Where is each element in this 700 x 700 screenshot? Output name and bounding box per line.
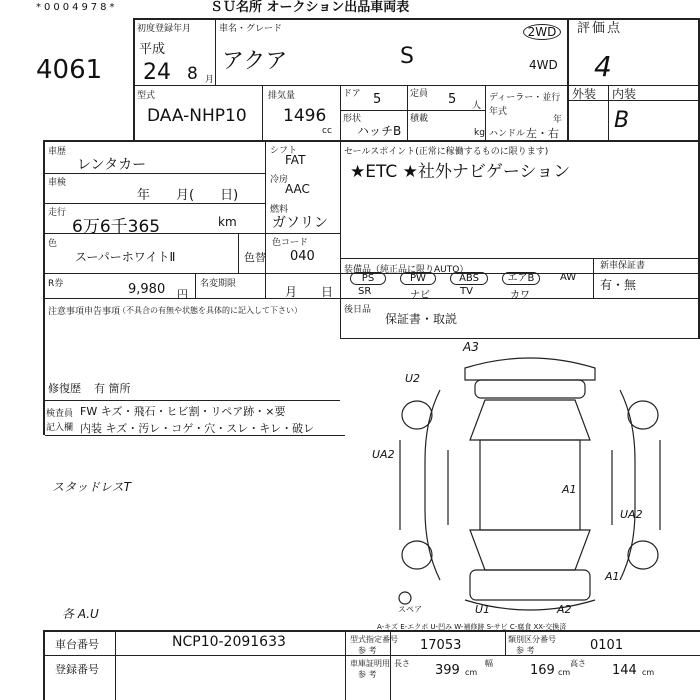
color-replace: 色替	[244, 251, 266, 264]
cap-unit: 人	[472, 101, 482, 111]
mark-a3: A3	[463, 340, 479, 354]
car-name: アクア	[222, 49, 288, 74]
disp-label: 排気量	[268, 91, 296, 101]
sales-value: ★ETC ★社外ナビゲーション	[350, 162, 571, 182]
mileage: 6万6千365	[72, 217, 161, 237]
load-unit: kg	[474, 128, 485, 138]
fuel-label: 燃料	[270, 205, 289, 215]
shift: FAT	[285, 153, 306, 167]
capacity: 5	[448, 92, 457, 107]
model-label: 型式指定番号	[350, 635, 398, 644]
equip-navi: ナビ	[410, 290, 430, 301]
height-label: 高さ	[570, 659, 586, 668]
extra-value: 保証書・取説	[385, 312, 458, 326]
equip-abs: ABS	[450, 272, 488, 285]
recycle-label: R券	[48, 279, 64, 289]
equip-label: 装備品（純正品に限りAUTO）	[344, 265, 469, 275]
mark-u1: U1	[475, 603, 491, 616]
body-shape: ハッチB	[357, 124, 402, 138]
car-damage-diagram	[380, 340, 680, 630]
reg-label: 初度登録年月	[137, 24, 192, 34]
mark-u2: U2	[405, 372, 421, 385]
reg-month-unit: 月	[205, 75, 215, 85]
equip-tv: TV	[460, 286, 473, 297]
class-label: 類別区分番号	[508, 635, 556, 644]
lot-number: 4061	[36, 55, 103, 85]
top-code: *0004978*	[36, 2, 118, 13]
history-value: レンタカー	[77, 157, 147, 173]
handle-value: 左・右	[526, 127, 559, 140]
new-warranty: 有・無	[600, 278, 637, 292]
recycle-unit: 円	[177, 288, 188, 301]
spare-label: スペア	[398, 605, 422, 614]
height-value: 144	[612, 663, 637, 678]
color: スーパーホワイトⅡ	[75, 250, 176, 264]
new-label: 新車保証書	[600, 261, 646, 271]
shaken-label: 車検	[48, 178, 67, 188]
record-label: 記入欄	[46, 423, 74, 433]
model-number: 17053	[420, 638, 462, 653]
ext-label: 外装	[572, 87, 597, 101]
type-label: 型式	[137, 91, 156, 101]
shape-label: 形状	[343, 114, 362, 124]
sales-label: セールスポイント(正常に稼働するものに限ります)	[344, 147, 549, 157]
repair-value: 有 箇所	[94, 382, 131, 395]
model-type: DAA-NHP10	[147, 106, 247, 126]
model-sub: 参 考	[358, 646, 377, 655]
score-label: 評価点	[577, 21, 623, 36]
handwritten-marks: 各 A.U	[62, 607, 99, 621]
load-label: 積載	[410, 114, 429, 124]
height-unit: cm	[642, 668, 655, 677]
notes-label: 注意事項申告事項	[48, 307, 121, 317]
name-label: 車名・グレード	[219, 24, 283, 34]
mark-a2: A2	[557, 603, 572, 616]
drive-4wd: 4WD	[529, 58, 558, 72]
fw-line: FW キズ・飛石・ヒビ割・リペア跡・×要	[80, 405, 286, 418]
shift-label: シフト	[270, 146, 298, 156]
handwritten-studless: スタッドレスT	[52, 480, 131, 494]
disp-unit: cc	[322, 126, 332, 136]
chassis-number: NCP10-2091633	[172, 634, 286, 650]
sheet-title: ＳＵ名所 オークション出品車両表	[210, 0, 410, 15]
equip-pw: PW	[400, 272, 436, 285]
equip-ps: PS	[350, 272, 386, 285]
int-label: 内装	[612, 87, 637, 101]
car-grade: S	[400, 44, 414, 69]
modelyear-label: 年式	[489, 107, 508, 117]
era: 平成	[139, 42, 166, 57]
equip-leather: カワ	[510, 290, 530, 301]
width-unit: cm	[558, 668, 571, 677]
width-label: 幅	[485, 659, 493, 668]
handle-label: ハンドル	[489, 129, 526, 139]
check-label: 検査員	[46, 409, 74, 419]
score-value: 4	[594, 50, 612, 83]
class-number: 0101	[590, 638, 624, 653]
displacement: 1496	[283, 106, 327, 126]
door-label: ドア	[343, 89, 361, 99]
repair-label: 修復歴	[48, 382, 81, 395]
mark-a1-right: A1	[605, 570, 620, 583]
colorcode-label: 色コード	[272, 238, 309, 248]
fuel: ガソリン	[272, 215, 328, 231]
width-value: 169	[530, 663, 555, 678]
class-sub: 参 考	[516, 646, 535, 655]
extra-label: 後日品	[344, 305, 372, 315]
modelyear-unit: 年	[553, 115, 563, 125]
reg-month: 8	[187, 64, 198, 84]
mileage-unit: km	[218, 215, 237, 229]
length-value: 399	[435, 663, 460, 678]
length-label: 長さ	[394, 659, 410, 668]
dealer-label: ディーラー・並行	[489, 93, 561, 103]
color-label: 色	[48, 239, 58, 249]
cert-sub: 参 考	[358, 670, 377, 679]
mark-ua2-left: UA2	[372, 448, 395, 461]
equip-aw: AW	[560, 272, 577, 283]
regno-label: 登録番号	[55, 663, 99, 676]
reg-year: 24	[143, 60, 171, 85]
cert-label: 車庫証明用	[350, 659, 390, 668]
meigi-value: 月 日	[285, 285, 334, 299]
chassis-label: 車台番号	[55, 638, 99, 651]
length-unit: cm	[465, 668, 478, 677]
interior-line: 内装 キズ・汚レ・コゲ・穴・スレ・キレ・破レ	[80, 422, 315, 435]
ac-label: 冷房	[270, 175, 289, 185]
history-label: 車歴	[48, 147, 67, 157]
recycle-value: 9,980	[128, 282, 166, 297]
int-value: B	[614, 108, 630, 133]
shaken-value: 年 月( 日)	[137, 188, 239, 203]
ac: AAC	[285, 182, 310, 196]
cap-label: 定員	[410, 89, 429, 99]
drive-2wd: 2WD	[523, 24, 561, 40]
colorcode: 040	[290, 249, 315, 264]
damage-legend: A-キズ E-エクボ U-凹み W-補修跡 S-サビ C-腐食 XX-交換済	[377, 623, 567, 631]
notes-sublabel: （不具合の有無や状態を具体的に記入して下さい）	[118, 306, 302, 315]
equip-airbag: エアB	[502, 272, 540, 285]
mileage-label: 走行	[48, 208, 67, 218]
mark-ua2-right: UA2	[620, 508, 643, 521]
mark-a1-center: A1	[562, 483, 577, 496]
equip-sr: SR	[358, 286, 372, 297]
meigi-label: 名変期限	[200, 279, 237, 289]
doors: 5	[373, 92, 382, 107]
